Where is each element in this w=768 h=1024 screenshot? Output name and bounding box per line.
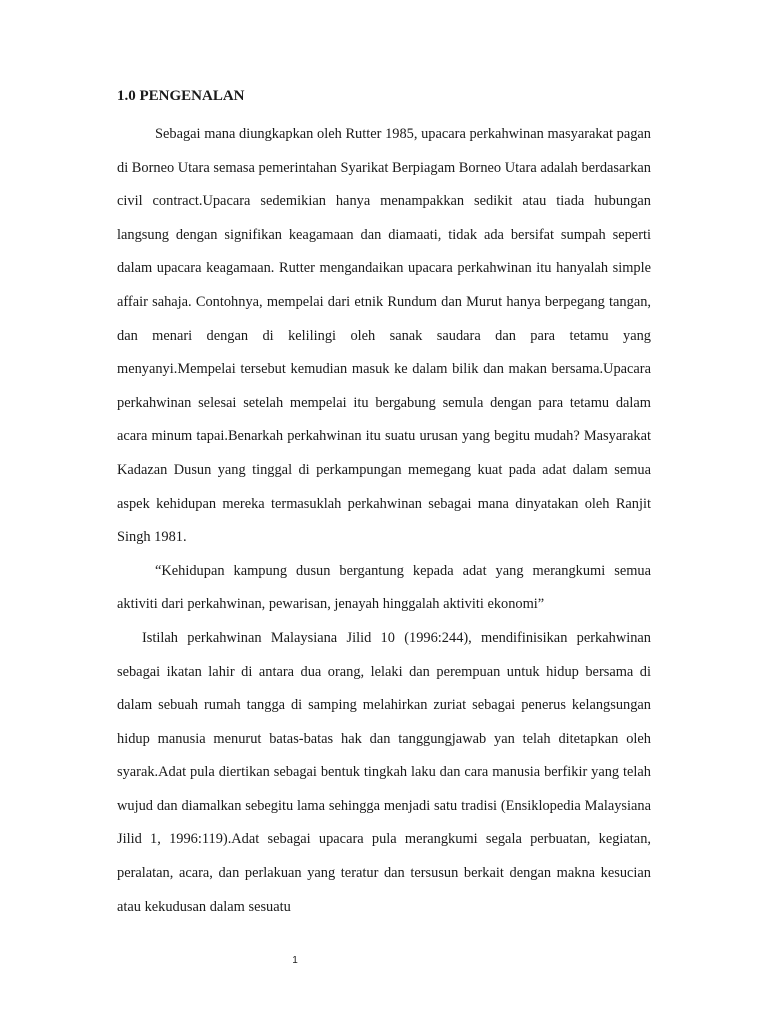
paragraph-quote: “Kehidupan kampung dusun bergantung kepada adat yang merangkumi semua aktiviti dari perkahwinan, pewarisan, jenayah hinggalah aktiviti ekonomi” xyxy=(117,562,651,613)
paragraph-definition: Istilah perkahwinan Malaysiana Jilid 10 (1996:244), mendifinisikan perkahwinan sebagai ikatan lahir di antara dua orang, lelaki dan perempuan untuk hidup bersama di dalam sebuah rumah tangga di samping melahirkan zuriat sebagai penerus kelangsungan hidup manusia menurut batas-batas hak dan tanggungjawab yan telah ditetapkan oleh syarak.Adat pula diertikan sebagai bentuk tingkah laku dan cara manusia berfikir yang telah wujud dan diamalkan sebegitu lama sehingga menjadi satu tradisi (Ensiklopedia Malaysiana Jilid 1, 1996:119).Adat sebagai upacara pula merangkumi segala perbuatan, kegiatan, peralatan, acara, dan perlakuan yang teratur dan tersusun berkait dengan makna kesucian atau kekudusan dalam sesuatu xyxy=(117,629,651,915)
section-heading: 1.0 PENGENALAN xyxy=(117,88,245,104)
page-content xyxy=(117,86,651,924)
paragraph-intro: Sebagai mana diungkapkan oleh Rutter 1985, upacara perkahwinan masyarakat pagan di Borneo Utara semasa pemerintahan Syarikat Berpiagam Borneo Utara adalah berdasarkan civil contract.Upacara sedemikian hanya menampakkan sedikit atau tiada hubungan langsung dengan signifikan keagamaan dan diamaati, tidak ada bersifat sumpah seperti dalam upacara keagamaan. Rutter mengandaikan upacara perkahwinan itu hanyalah simple affair sahaja. Contohnya, mempelai dari etnik Rundum dan Murut hanya berpegang tangan, dan menari dengan di kelilingi oleh sanak saudara dan para tetamu yang menyanyi.Mempelai tersebut kemudian masuk ke dalam bilik dan makan bersama.Upacara perkahwinan selesai setelah mempelai itu bergabung semula dengan para tetamu dalam acara minum tapai.Benarkah perkahwinan itu suatu urusan yang begitu mudah? Masyarakat Kadazan Dusun yang tinggal di perkampungan memegang kuat pada adat dalam semua aspek kehidupan mereka termasuklah perkahwinan sebagai mana dinyatakan oleh Ranjit Singh 1981. xyxy=(117,126,651,546)
page-number: 1 xyxy=(292,955,298,966)
